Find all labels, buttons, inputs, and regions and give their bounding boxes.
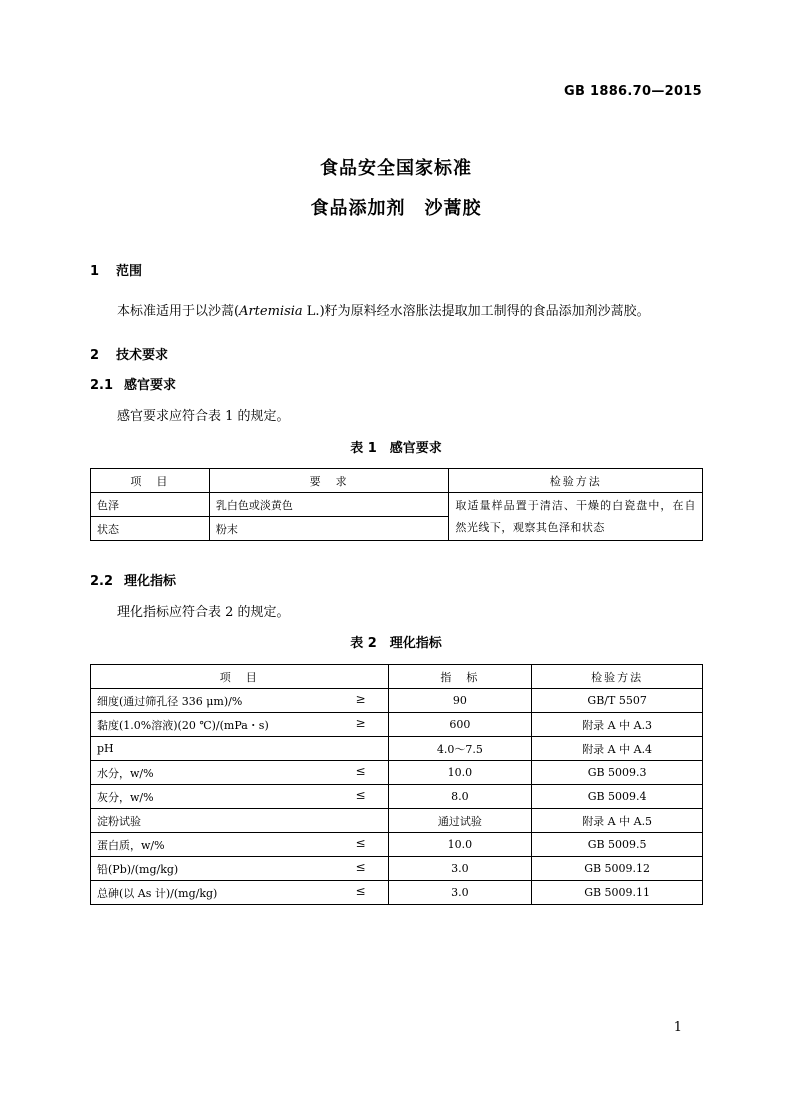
cell-item bbox=[91, 809, 389, 833]
section-2-1-heading bbox=[90, 374, 176, 393]
document-subtitle: 食品添加剂 沙蒿胶 bbox=[310, 198, 482, 219]
item-label: 黏度(1.0%溶液)(20 ℃)/(mPa・s) bbox=[97, 718, 269, 732]
cell-item bbox=[91, 713, 389, 737]
cell-item bbox=[91, 833, 389, 857]
cell-method: 附录 A 中 A.3 bbox=[532, 713, 703, 737]
scope-text-start: 本标准适用于以沙蒿( bbox=[117, 304, 240, 319]
item-label: pH bbox=[97, 742, 114, 755]
item-label: 水分，w/% bbox=[97, 766, 154, 780]
cell-value: 90 bbox=[388, 689, 532, 713]
cell-item bbox=[91, 881, 389, 905]
section-2-heading bbox=[90, 344, 168, 363]
cell-value: 3.0 bbox=[388, 881, 532, 905]
header-method: 检验方法 bbox=[532, 665, 703, 689]
scope-text-end: L.)籽为原料经水溶胀法提取加工制得的食品添加剂沙蒿胶。 bbox=[302, 304, 650, 319]
header-item: 项 目 bbox=[91, 469, 210, 493]
item-label: 灰分，w/% bbox=[97, 790, 154, 804]
table-2-caption: 表 2 理化指标 bbox=[350, 636, 442, 651]
table-row bbox=[91, 857, 703, 881]
section-number: 2 bbox=[90, 348, 100, 363]
cell-value: 10.0 bbox=[388, 833, 532, 857]
sensory-paragraph: 感官要求应符合表 1 的规定。 bbox=[117, 409, 290, 424]
cell-method: GB 5009.3 bbox=[532, 761, 703, 785]
cell-value: 10.0 bbox=[388, 761, 532, 785]
section-title: 技术要求 bbox=[116, 348, 169, 363]
table-row bbox=[91, 833, 703, 857]
cell-item bbox=[91, 761, 389, 785]
section-number: 1 bbox=[90, 264, 100, 279]
section-title: 理化指标 bbox=[124, 574, 177, 589]
document-title: 食品安全国家标准 bbox=[320, 158, 472, 179]
sensory-table bbox=[90, 468, 703, 541]
cell-requirement: 乳白色或淡黄色 bbox=[209, 493, 449, 517]
section-number: 2.2 bbox=[90, 574, 114, 589]
cell-method: GB 5009.4 bbox=[532, 785, 703, 809]
standard-number: GB 1886.70—2015 bbox=[564, 84, 702, 99]
header-method: 检验方法 bbox=[449, 469, 703, 493]
header-requirement: 要 求 bbox=[209, 469, 449, 493]
physicochemical-table bbox=[90, 664, 703, 905]
item-label: 淀粉试验 bbox=[97, 814, 141, 828]
table-row bbox=[91, 493, 703, 517]
item-label: 总砷(以 As 计)/(mg/kg) bbox=[97, 886, 218, 900]
physicochemical-paragraph: 理化指标应符合表 2 的规定。 bbox=[117, 605, 290, 620]
cell-item bbox=[91, 857, 389, 881]
comparison-symbol: ≤ bbox=[355, 860, 366, 874]
cell-item: 状态 bbox=[91, 517, 210, 541]
scope-text-latin: Artemisia bbox=[239, 304, 303, 319]
cell-value: 600 bbox=[388, 713, 532, 737]
header-item: 项 目 bbox=[91, 665, 389, 689]
cell-value: 8.0 bbox=[388, 785, 532, 809]
table-1-caption: 表 1 感官要求 bbox=[350, 441, 442, 456]
cell-item bbox=[91, 737, 389, 761]
table-row bbox=[91, 689, 703, 713]
table-row bbox=[91, 713, 703, 737]
table-row bbox=[91, 761, 703, 785]
cell-method: GB/T 5507 bbox=[532, 689, 703, 713]
cell-method: 附录 A 中 A.4 bbox=[532, 737, 703, 761]
comparison-symbol: ≤ bbox=[355, 788, 366, 802]
page-number: 1 bbox=[673, 1020, 682, 1035]
section-title: 感官要求 bbox=[124, 378, 177, 393]
table-row bbox=[91, 881, 703, 905]
cell-value: 4.0～7.5 bbox=[388, 737, 532, 761]
cell-requirement: 粉末 bbox=[209, 517, 449, 541]
cell-method: GB 5009.12 bbox=[532, 857, 703, 881]
item-label: 细度(通过筛孔径 336 μm)/% bbox=[97, 694, 243, 708]
comparison-symbol: ≤ bbox=[355, 884, 366, 898]
table-header-row bbox=[91, 665, 703, 689]
section-number: 2.1 bbox=[90, 378, 114, 393]
cell-method: 附录 A 中 A.5 bbox=[532, 809, 703, 833]
cell-method: GB 5009.5 bbox=[532, 833, 703, 857]
cell-item bbox=[91, 689, 389, 713]
item-label: 铅(Pb)/(mg/kg) bbox=[97, 862, 179, 876]
section-2-2-heading bbox=[90, 570, 176, 589]
scope-paragraph bbox=[117, 300, 650, 319]
section-title: 范围 bbox=[116, 264, 143, 279]
table-row bbox=[91, 809, 703, 833]
cell-value: 通过试验 bbox=[388, 809, 532, 833]
header-index: 指 标 bbox=[388, 665, 532, 689]
cell-item bbox=[91, 785, 389, 809]
comparison-symbol: ≤ bbox=[355, 764, 366, 778]
comparison-symbol: ≥ bbox=[355, 716, 366, 730]
cell-method: 取适量样品置于清洁、干燥的白瓷盘中，在自然光线下，观察其色泽和状态 bbox=[449, 493, 703, 541]
table-header-row bbox=[91, 469, 703, 493]
section-1-heading bbox=[90, 260, 142, 279]
cell-method: GB 5009.11 bbox=[532, 881, 703, 905]
table-row bbox=[91, 737, 703, 761]
comparison-symbol: ≥ bbox=[355, 692, 366, 706]
cell-value: 3.0 bbox=[388, 857, 532, 881]
table-row bbox=[91, 785, 703, 809]
item-label: 蛋白质，w/% bbox=[97, 838, 165, 852]
comparison-symbol: ≤ bbox=[355, 836, 366, 850]
cell-item: 色泽 bbox=[91, 493, 210, 517]
